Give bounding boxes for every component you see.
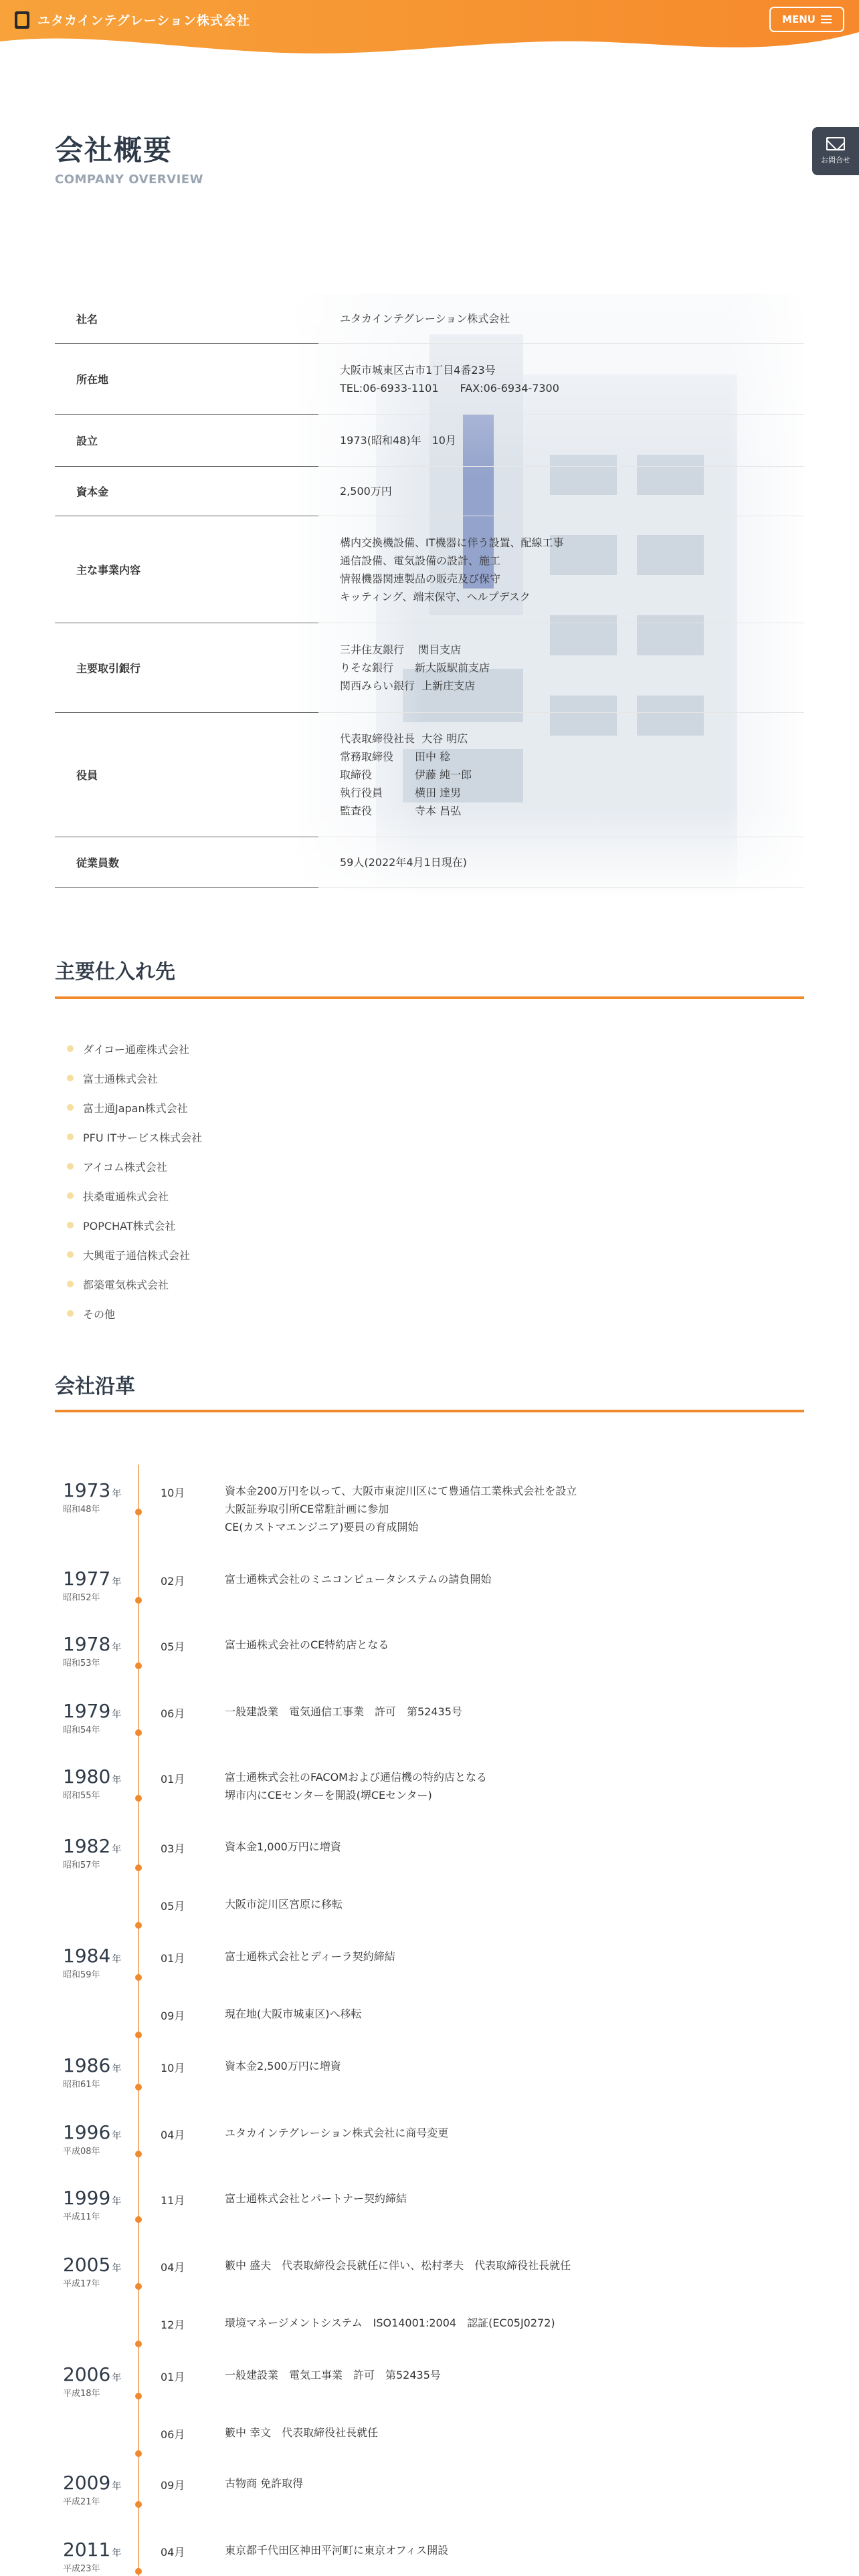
timeline-month: 05月	[161, 1900, 185, 1913]
supplier-item: PFU ITサービス株式会社	[67, 1122, 202, 1152]
timeline-month: 10月	[161, 2062, 185, 2074]
year-suffix: 年	[112, 2373, 122, 2383]
supplier-item: 大興電子通信株式会社	[67, 1240, 202, 1269]
timeline-event: 富士通株式会社のミニコンピュータシステムの請負開始	[225, 1573, 492, 1586]
year-number: 1979	[63, 1700, 111, 1722]
timeline-month: 12月	[161, 2319, 185, 2331]
timeline-month: 09月	[161, 2010, 185, 2022]
timeline-dot	[135, 1864, 142, 1871]
timeline-era: 昭和54年	[63, 1725, 100, 1735]
timeline-era: 平成18年	[63, 2389, 100, 2399]
timeline-event: 東京都千代田区神田平河町に東京オフィス開設	[225, 2544, 449, 2557]
year-suffix: 年	[112, 2263, 122, 2274]
year-number: 2006	[63, 2363, 111, 2385]
year-number: 2009	[63, 2472, 111, 2494]
timeline-era: 昭和53年	[63, 1658, 100, 1669]
timeline-era: 昭和57年	[63, 1860, 100, 1870]
timeline-event: 現在地(大阪市城東区)へ移転	[225, 2008, 362, 2020]
year-suffix: 年	[112, 2481, 122, 2492]
supplier-item: アイコム株式会社	[67, 1152, 202, 1181]
timeline-event: 一般建設業 電気通信工事業 許可 第52435号	[225, 1705, 462, 1718]
timeline-dot	[135, 2450, 142, 2457]
timeline-year	[63, 1479, 121, 1501]
year-suffix: 年	[112, 2131, 122, 2141]
timeline-year	[63, 2363, 121, 2385]
timeline-year	[63, 2121, 121, 2143]
timeline-year	[63, 2472, 121, 2494]
timeline-month: 05月	[161, 1640, 185, 1653]
overview-value: 59人(2022年4月1日現在)	[318, 837, 804, 888]
overview-label: 資本金	[55, 467, 318, 516]
timeline-month: 06月	[161, 2428, 185, 2441]
year-number: 1977	[63, 1568, 111, 1590]
supplier-item: POPCHAT株式会社	[67, 1210, 202, 1240]
timeline-year	[63, 2539, 121, 2561]
timeline-event: ユタカインテグレーション株式会社に商号変更	[225, 2127, 449, 2139]
timeline-era: 平成23年	[63, 2564, 100, 2574]
timeline-event: 富士通株式会社とパートナー契約締結	[225, 2192, 407, 2205]
year-suffix: 年	[112, 1775, 122, 1786]
supplier-item: その他	[67, 1299, 202, 1328]
page-subtitle: COMPANY OVERVIEW	[55, 173, 203, 187]
timeline-month: 04月	[161, 2129, 185, 2141]
overview-label: 社名	[55, 294, 318, 344]
timeline-dot	[135, 2151, 142, 2157]
timeline-month: 01月	[161, 1952, 185, 1965]
supplier-item: 富士通株式会社	[67, 1063, 202, 1093]
overview-value: 代表取締役社長 大谷 明広 常務取締役 田中 稔 取締役 伊藤 純一郎 執行役員 横田 達男 監査役 寺本 昌弘	[318, 713, 804, 837]
supplier-item: ダイコー通産株式会社	[67, 1034, 202, 1063]
overview-value: 構内交換機設備、IT機器に伴う設置、配線工事 通信設備、電気設備の設計、施工 情報機器関連製品の販売及び保守 キッティング、端末保守、ヘルプデスク	[318, 516, 804, 623]
timeline-era: 昭和61年	[63, 2080, 100, 2090]
year-number: 1973	[63, 1479, 111, 1501]
timeline-dot	[135, 2501, 142, 2508]
timeline-year	[63, 1633, 121, 1655]
overview-label: 主要取引銀行	[55, 623, 318, 713]
timeline-line	[138, 1465, 139, 2576]
timeline-year	[63, 2187, 121, 2209]
menu-label: MENU	[782, 13, 816, 25]
overview-value: ユタカインテグレーション株式会社	[318, 294, 804, 344]
year-number: 2011	[63, 2539, 111, 2561]
timeline-event: 資本金1,000万円に増資	[225, 1840, 341, 1853]
timeline-year	[63, 2054, 121, 2076]
timeline-month: 01月	[161, 2371, 185, 2383]
supplier-item: 富士通Japan株式会社	[67, 1093, 202, 1122]
timeline-month: 06月	[161, 1707, 185, 1720]
timeline-year	[63, 1568, 121, 1590]
overview-label: 所在地	[55, 344, 318, 415]
page-title: 会社概要	[55, 134, 173, 167]
timeline-event: 大阪市淀川区宮原に移転	[225, 1898, 343, 1911]
timeline-dot	[135, 2341, 142, 2347]
timeline-event: 古物商 免許取得	[225, 2477, 304, 2490]
year-suffix: 年	[112, 2064, 122, 2074]
supplier-item: 都築電気株式会社	[67, 1269, 202, 1299]
year-number: 1984	[63, 1945, 111, 1967]
timeline-month: 04月	[161, 2261, 185, 2274]
overview-label: 役員	[55, 713, 318, 837]
timeline-dot	[135, 1597, 142, 1604]
timeline-dot	[135, 2283, 142, 2290]
timeline-event: 富士通株式会社のCE特約店となる	[225, 1638, 389, 1651]
timeline-year	[63, 1765, 121, 1788]
year-suffix: 年	[112, 2548, 122, 2559]
timeline-month: 09月	[161, 2479, 185, 2492]
contact-label: お問合せ	[821, 156, 850, 165]
timeline-event: 環境マネージメントシステム ISO14001:2004 認証(EC05J0272)	[225, 2317, 555, 2329]
timeline-dot	[135, 1729, 142, 1736]
year-suffix: 年	[112, 1489, 122, 1499]
overview-label: 設立	[55, 415, 318, 467]
timeline-dot	[135, 1662, 142, 1669]
timeline-event: 富士通株式会社とディーラ契約締結	[225, 1950, 395, 1963]
timeline-era: 昭和55年	[63, 1791, 100, 1801]
timeline-year	[63, 1835, 121, 1857]
timeline-dot	[135, 1974, 142, 1981]
year-suffix: 年	[112, 1954, 122, 1965]
year-number: 1986	[63, 2054, 111, 2076]
year-suffix: 年	[112, 1709, 122, 1720]
year-suffix: 年	[112, 1642, 122, 1653]
year-number: 1999	[63, 2187, 111, 2209]
timeline-dot	[135, 2216, 142, 2223]
brand-name: ユタカインテグレーション株式会社	[37, 13, 250, 28]
timeline-month: 04月	[161, 2546, 185, 2559]
timeline-month: 03月	[161, 1842, 185, 1855]
timeline-dot	[135, 1795, 142, 1802]
timeline-event: 籔中 盛夫 代表取締役会長就任に伴い、松村孝夫 代表取締役社長就任	[225, 2259, 571, 2272]
year-suffix: 年	[112, 2196, 122, 2207]
timeline-era: 昭和52年	[63, 1593, 100, 1603]
year-number: 1982	[63, 1835, 111, 1857]
overview-value: 大阪市城東区古市1丁目4番23号 TEL:06-6933-1101 FAX:06-6934-7300	[318, 344, 804, 415]
timeline-year	[63, 1700, 121, 1722]
overview-label: 主な事業内容	[55, 516, 318, 623]
timeline-dot	[135, 2084, 142, 2090]
timeline-era: 平成17年	[63, 2279, 100, 2289]
timeline-event: 籔中 幸文 代表取締役社長就任	[225, 2426, 379, 2439]
timeline-year	[63, 2254, 121, 2276]
year-number: 1980	[63, 1765, 111, 1788]
timeline-month: 01月	[161, 1773, 185, 1786]
year-number: 1978	[63, 1633, 111, 1655]
timeline-year	[63, 1945, 121, 1967]
overview-value: 1973(昭和48)年 10月	[318, 415, 804, 467]
timeline-dot	[135, 2393, 142, 2399]
timeline-month: 11月	[161, 2194, 185, 2207]
supplier-item: 扶桑電通株式会社	[67, 1181, 202, 1210]
year-number: 1996	[63, 2121, 111, 2143]
timeline-dot	[135, 1509, 142, 1515]
overview-label: 従業員数	[55, 837, 318, 888]
timeline-event: 資本金2,500万円に増資	[225, 2060, 341, 2072]
timeline-era: 平成08年	[63, 2147, 100, 2157]
timeline-month: 02月	[161, 1575, 185, 1588]
timeline-era: 平成11年	[63, 2212, 100, 2222]
overview-value: 2,500万円	[318, 467, 804, 516]
timeline-era: 平成21年	[63, 2497, 100, 2507]
timeline-dot	[135, 1922, 142, 1929]
year-suffix: 年	[112, 1844, 122, 1855]
timeline-era: 昭和59年	[63, 1970, 100, 1980]
timeline-era: 昭和48年	[63, 1505, 100, 1515]
timeline-dot	[135, 2568, 142, 2575]
timeline-dot	[135, 2032, 142, 2038]
history-title: 会社沿革	[55, 1375, 135, 1398]
overview-value: 三井住友銀行 関目支店 りそな銀行 新大阪駅前支店 関西みらい銀行 上新庄支店	[318, 623, 804, 713]
timeline-event: 資本金200万円を以って、大阪市東淀川区にて豊通信工業株式会社を設立 大阪証券取引所CE常駐計画に参加 CE(カストマエンジニア)要員の育成開始	[225, 1485, 577, 1533]
year-suffix: 年	[112, 1577, 122, 1588]
suppliers-title: 主要仕入れ先	[55, 960, 175, 984]
timeline-event: 富士通株式会社のFACOMおよび通信機の特約店となる 堺市内にCEセンターを開設(堺CEセンター)	[225, 1771, 487, 1802]
year-number: 2005	[63, 2254, 111, 2276]
timeline-event: 一般建設業 電気工事業 許可 第52435号	[225, 2369, 441, 2381]
timeline-month: 10月	[161, 1487, 185, 1499]
